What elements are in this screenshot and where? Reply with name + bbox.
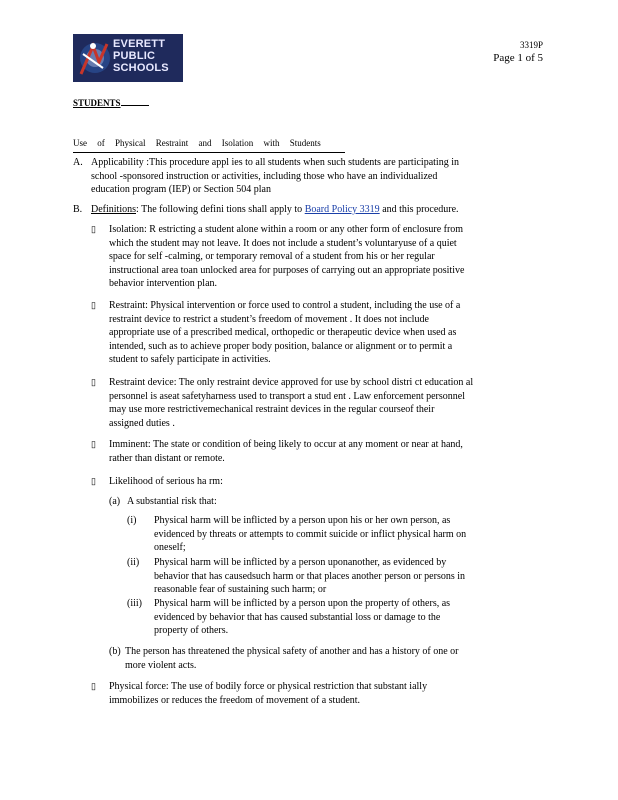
definitions-intro: : The following defini tions shall apply to: [136, 204, 303, 215]
section-a-line: education program (IEP) or Section 504 plan: [91, 184, 271, 195]
section-a-text: [91, 156, 531, 197]
item-a-text: A substantial risk that:: [127, 496, 217, 507]
item-b-text: [125, 645, 530, 672]
definition-line: Restraint: Physical intervention or force used to control a student, including the use of a: [109, 300, 461, 311]
definitions-label: Definitions: [91, 204, 136, 215]
section-b-label: B.: [73, 204, 83, 215]
sub-item-line: behavior that has causedsuch harm or that places another person or persons in: [154, 570, 466, 582]
sub-item-line: Physical harm will be inflicted by a person uponanother, as evidenced by: [154, 557, 447, 568]
section-a-line: Applicability :This procedure appl ies to all students when such students are participating in: [91, 157, 459, 168]
definition-line: behavior intervention plan.: [109, 278, 218, 289]
sub-item-line: evidenced by behavior that has caused substantial loss or damage to the: [154, 611, 441, 623]
sub-item-line: Physical harm will be inflicted by a person upon the property of others, as: [154, 598, 451, 609]
definition-line: Isolation: R estricting a student alone within a room or any other form of enclosure from: [109, 224, 464, 235]
definition-item: [109, 438, 531, 465]
definition-item: [109, 299, 531, 367]
sub-item-line: property of others.: [154, 625, 229, 636]
logo-line-3: SCHOOLS: [113, 62, 169, 74]
definition-item: [109, 376, 531, 430]
sub-item-line: Physical harm will be inflicted by a person upon his or her own person, as: [154, 515, 451, 526]
sub-item-number: (iii): [127, 598, 142, 609]
physical-force-definition: [109, 680, 529, 707]
section-a-line: school -sponsored instruction or activities, including those who have an individualized: [91, 170, 438, 182]
sub-item-text: [154, 556, 530, 597]
sub-item-line: evidenced by threats or attempts to commit suicide or inflict physical harm on: [154, 528, 467, 540]
definition-item: [109, 223, 531, 291]
board-policy-link[interactable]: Board Policy 3319: [304, 204, 380, 215]
item-b-line: The person has threatened the physical safety of another and has a history of one or: [125, 646, 459, 657]
district-logo: [73, 34, 183, 82]
definition-line: intended, such as to achieve proper body position, balance or alignment or to permit a: [109, 340, 453, 352]
bullet-icon: ▯: [91, 476, 96, 486]
definition-line: appropriate use of a prescribed medical, orthopedic or therapeutic device when used as: [109, 327, 457, 338]
sub-item-line: oneself;: [154, 542, 186, 553]
logo-line-1: EVERETT: [113, 38, 166, 50]
sub-item-text: [154, 514, 530, 555]
item-a-label: (a): [109, 496, 121, 507]
bullet-icon: ▯: [91, 377, 96, 387]
sub-item-text: [154, 597, 530, 638]
definition-line: rather than distant or remote.: [109, 452, 225, 464]
sub-item-number: (i): [127, 515, 137, 526]
definition-line: assigned duties .: [109, 417, 175, 429]
section-a-label: A.: [73, 157, 83, 168]
definition-line: student to safely participate in activities.: [109, 354, 271, 365]
definition-line: Physical force: The use of bodily force or physical restriction that substant ially: [109, 681, 428, 692]
definition-line: Likelihood of serious ha rm:: [109, 476, 223, 487]
section-heading: [73, 97, 149, 111]
definitions-intro-end: and this procedure.: [382, 204, 459, 215]
logo-line-2: PUBLIC: [113, 50, 156, 62]
item-b-line: more violent acts.: [125, 659, 197, 671]
definition-line: Imminent: The state or condition of being likely to occur at any moment or near at hand,: [109, 439, 463, 450]
sub-item-number: (ii): [127, 557, 140, 568]
bullet-icon: ▯: [91, 681, 96, 691]
definition-line: Restraint device: The only restraint device approved for use by school distri ct education al: [109, 377, 474, 388]
bullet-icon: ▯: [91, 224, 96, 234]
definition-line: instructional area toan unlocked area for purposes of carrying out an appropriate positive: [109, 264, 465, 276]
item-b-label: (b): [109, 646, 121, 657]
definition-line: restraint device to restrict a student’s freedom of movement . It does not include: [109, 313, 429, 325]
definition-line: immobilizes or reduces the freedom of movement of a student.: [109, 694, 361, 706]
sub-item-line: reasonable fear of sustaining such harm; or: [154, 584, 327, 595]
document-number: 3319P: [519, 40, 543, 50]
section-b-intro: [91, 203, 531, 217]
definition-line: which the student may not leave. It does not include a student’s voluntaryuse of a quiet: [109, 237, 457, 249]
procedure-title: Use of Physical Restraint and Isolation with Students: [73, 137, 345, 153]
definition-line: personnel is aseat safetyharness used to transport a stud ent . Law enforcement personnel: [109, 390, 465, 402]
bullet-icon: ▯: [91, 300, 96, 310]
definition-line: space for self -calming, or temporary removal of a student from his or her regular: [109, 251, 435, 262]
page-indicator: Page 1 of 5: [493, 52, 543, 64]
definition-item: [109, 475, 531, 489]
bullet-icon: ▯: [91, 439, 96, 449]
definition-line: may use more restrictivemechanical restraint devices in the regular courseof their: [109, 404, 435, 415]
section-label: STUDENTS: [73, 98, 121, 108]
logo-wordmark: [113, 38, 169, 74]
